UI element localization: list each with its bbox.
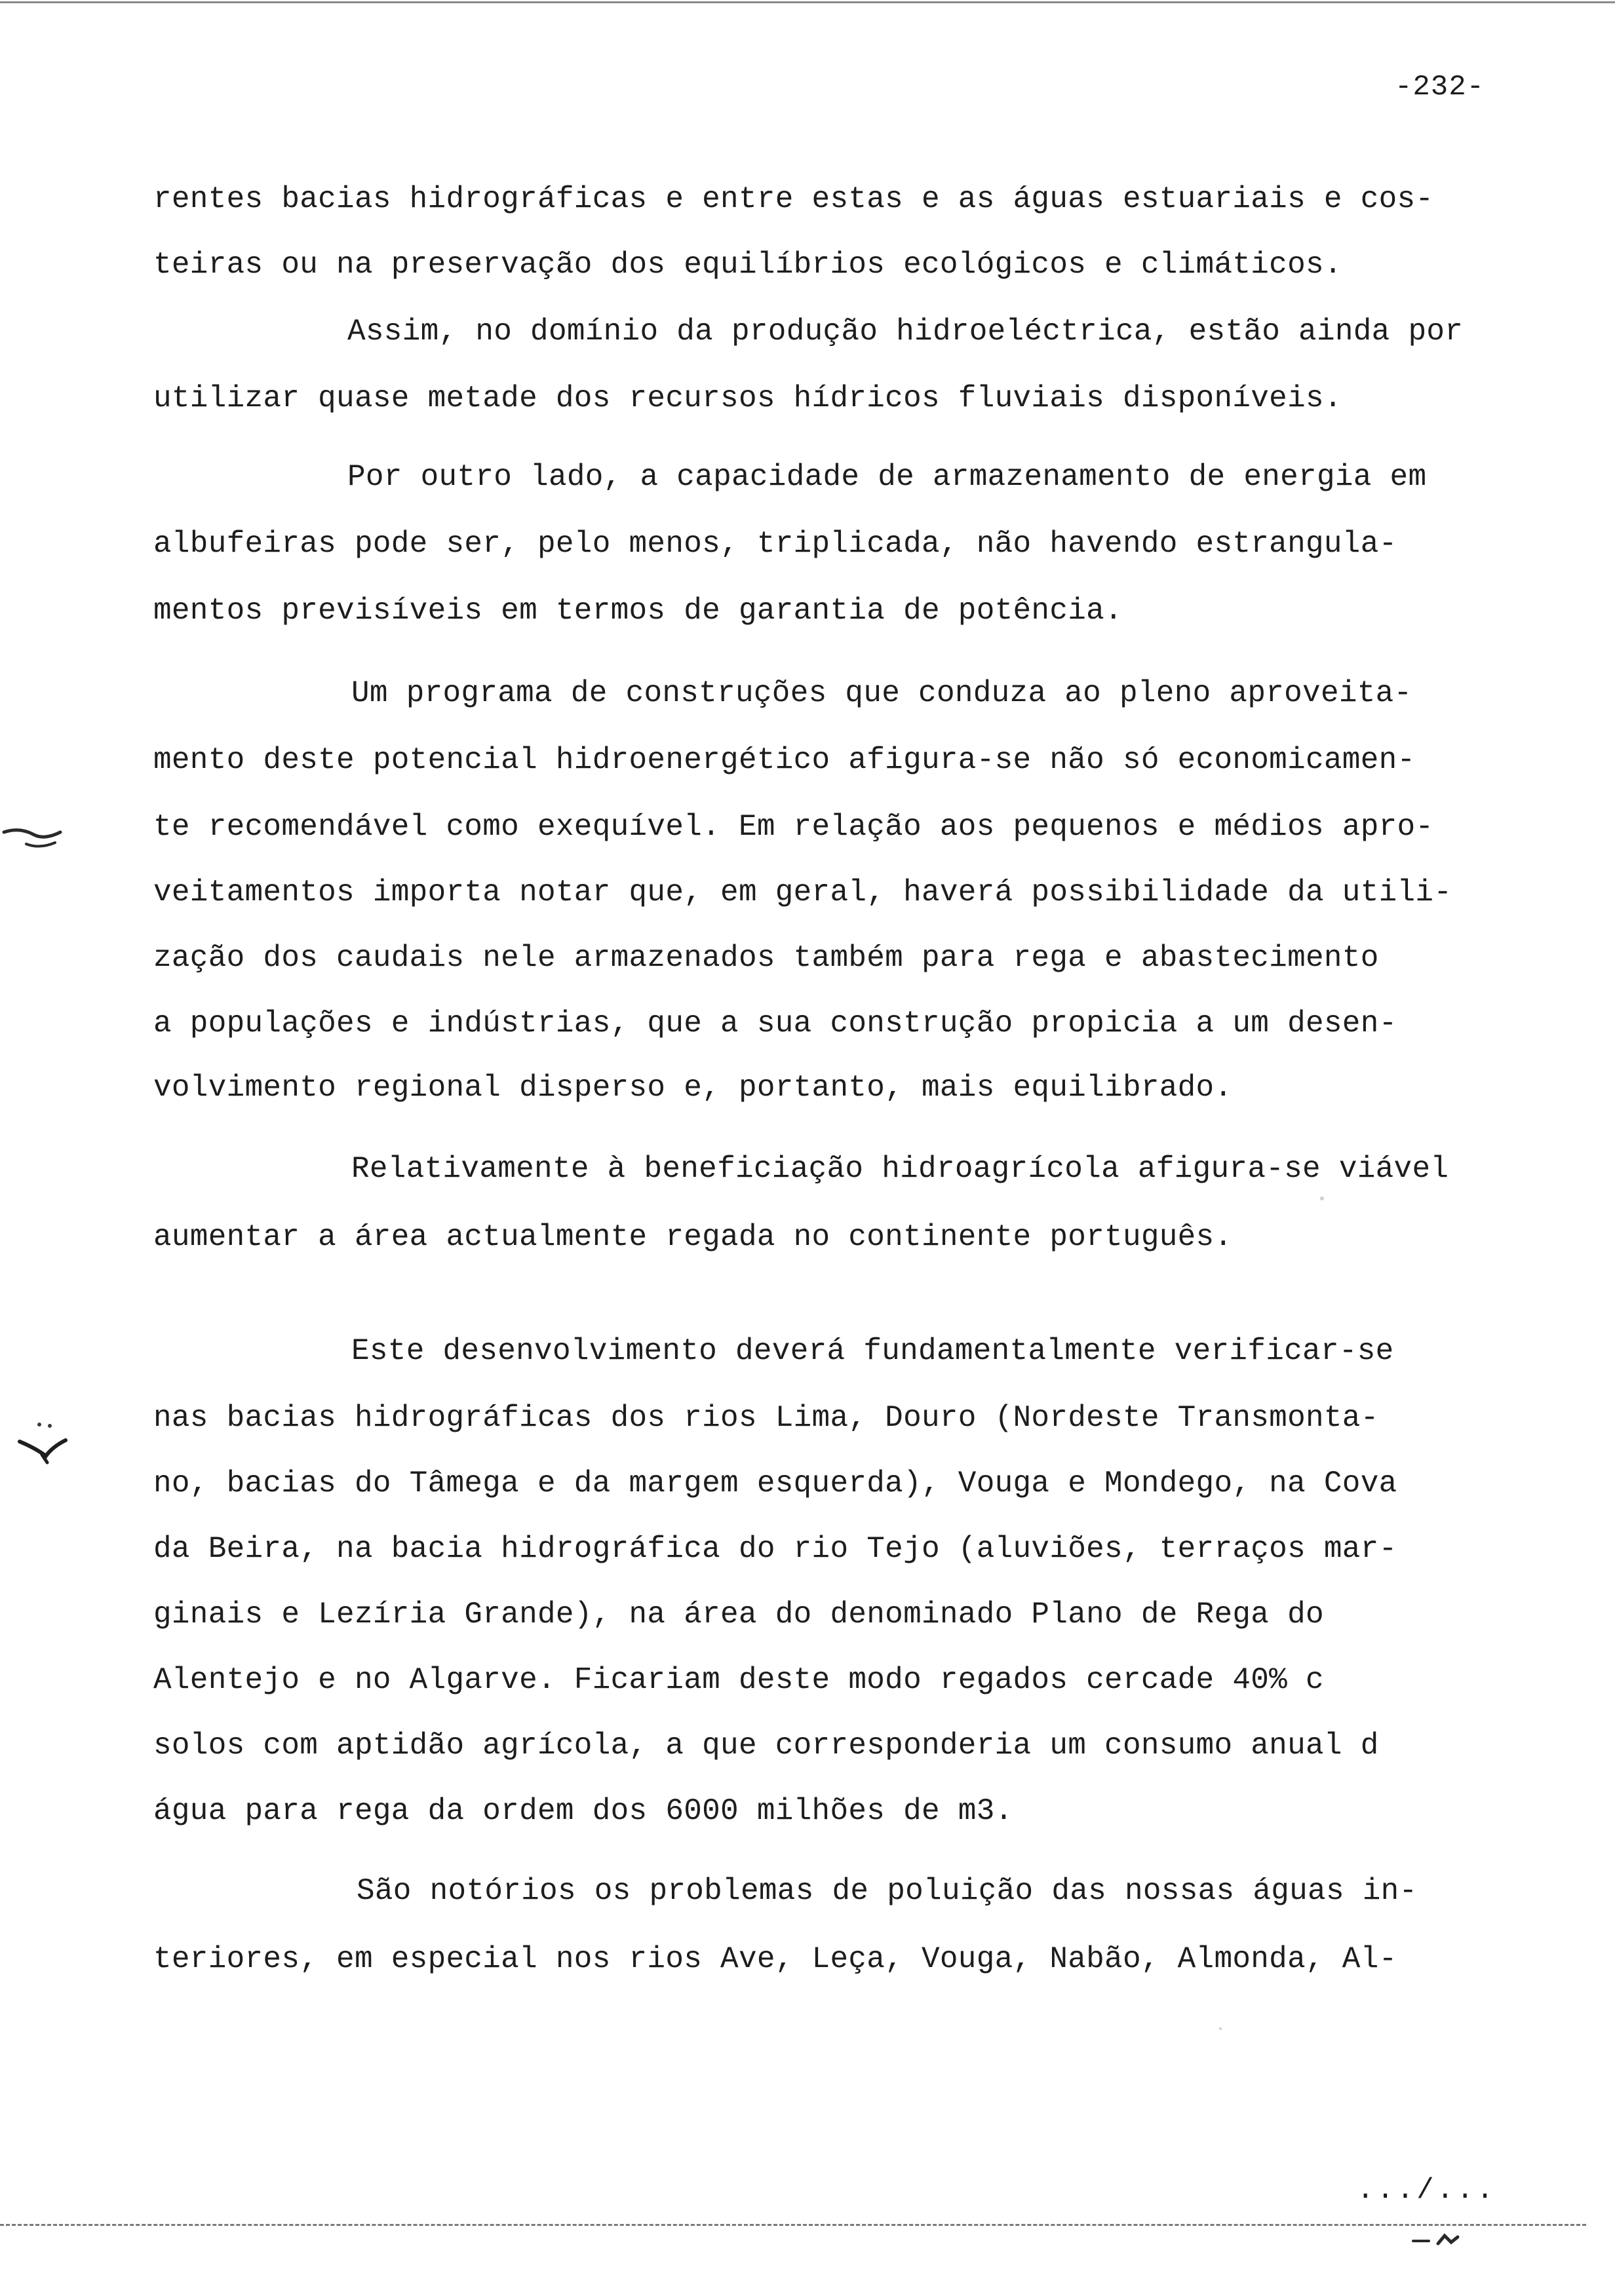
text-line-1: rentes bacias hidrográficas e entre estas e as águas estuariais e cos-	[153, 182, 1434, 216]
text-line-4: utilizar quase metade dos recursos hídricos fluviais disponíveis.	[153, 381, 1342, 415]
text-line-2: teiras ou na preservação dos equilíbrios ecológicos e climáticos.	[153, 248, 1342, 282]
text-line-3: Assim, no domínio da produção hidroeléctrica, estão ainda por	[347, 315, 1464, 349]
text-line-9: mento deste potencial hidroenergético afigura-se não só economicamen-	[153, 743, 1416, 777]
text-line-18: nas bacias hidrográficas dos rios Lima, Douro (Nordeste Transmonta-	[153, 1401, 1379, 1435]
text-line-6: albufeiras pode ser, pelo menos, triplicada, não havendo estrangula-	[153, 527, 1397, 561]
bottom-scan-rule	[0, 2224, 1586, 2226]
text-line-25: São notórios os problemas de poluição das nossas águas in-	[357, 1874, 1418, 1908]
text-line-5: Por outro lado, a capacidade de armazenamento de energia em	[347, 460, 1427, 494]
bottom-corner-mark	[1409, 2228, 1468, 2254]
text-line-10: te recomendável como exequível. Em relação aos pequenos e médios apro-	[153, 810, 1434, 844]
margin-tick-mark-lower	[13, 1415, 72, 1474]
continuation-mark: .../...	[1357, 2174, 1496, 2207]
text-line-11: veitamentos importa notar que, em geral, haverá possibilidade da utili-	[153, 875, 1452, 909]
text-line-15: Relativamente à beneficiação hidroagrícola afigura-se viável	[351, 1152, 1449, 1186]
text-line-12: zação dos caudais nele armazenados também para rega e abastecimento	[153, 941, 1379, 975]
text-line-20: da Beira, na bacia hidrográfica do rio Tejo (aluviões, terraços mar-	[153, 1532, 1397, 1566]
scan-speck	[1320, 1196, 1324, 1200]
text-line-16: aumentar a área actualmente regada no continente português.	[153, 1220, 1233, 1254]
margin-tick-mark-upper	[0, 813, 72, 871]
text-line-8: Um programa de construções que conduza ao pleno aproveita-	[351, 676, 1412, 710]
page-number: -232-	[1395, 71, 1485, 104]
text-line-14: volvimento regional disperso e, portanto, mais equilibrado.	[153, 1071, 1233, 1105]
text-line-13: a populações e indústrias, que a sua construção propicia a um desen-	[153, 1006, 1397, 1041]
text-line-21: ginais e Lezíria Grande), na área do denominado Plano de Rega do	[153, 1598, 1324, 1632]
text-line-7: mentos previsíveis em termos de garantia de potência.	[153, 594, 1123, 628]
text-line-26: teriores, em especial nos rios Ave, Leça, Vouga, Nabão, Almonda, Al-	[153, 1942, 1397, 1976]
text-line-17: Este desenvolvimento deverá fundamentalmente verificar-se	[351, 1334, 1394, 1368]
text-line-22: Alentejo e no Algarve. Ficariam deste modo regados cercade 40% c	[153, 1663, 1324, 1697]
scan-speck	[1219, 2027, 1222, 2030]
text-line-24: água para rega da ordem dos 6000 milhões de m3.	[153, 1794, 1013, 1828]
text-line-19: no, bacias do Tâmega e da margem esquerda), Vouga e Mondego, na Cova	[153, 1466, 1397, 1501]
text-line-23: solos com aptidão agrícola, a que corresponderia um consumo anual d	[153, 1729, 1379, 1763]
top-scan-rule	[0, 1, 1615, 3]
